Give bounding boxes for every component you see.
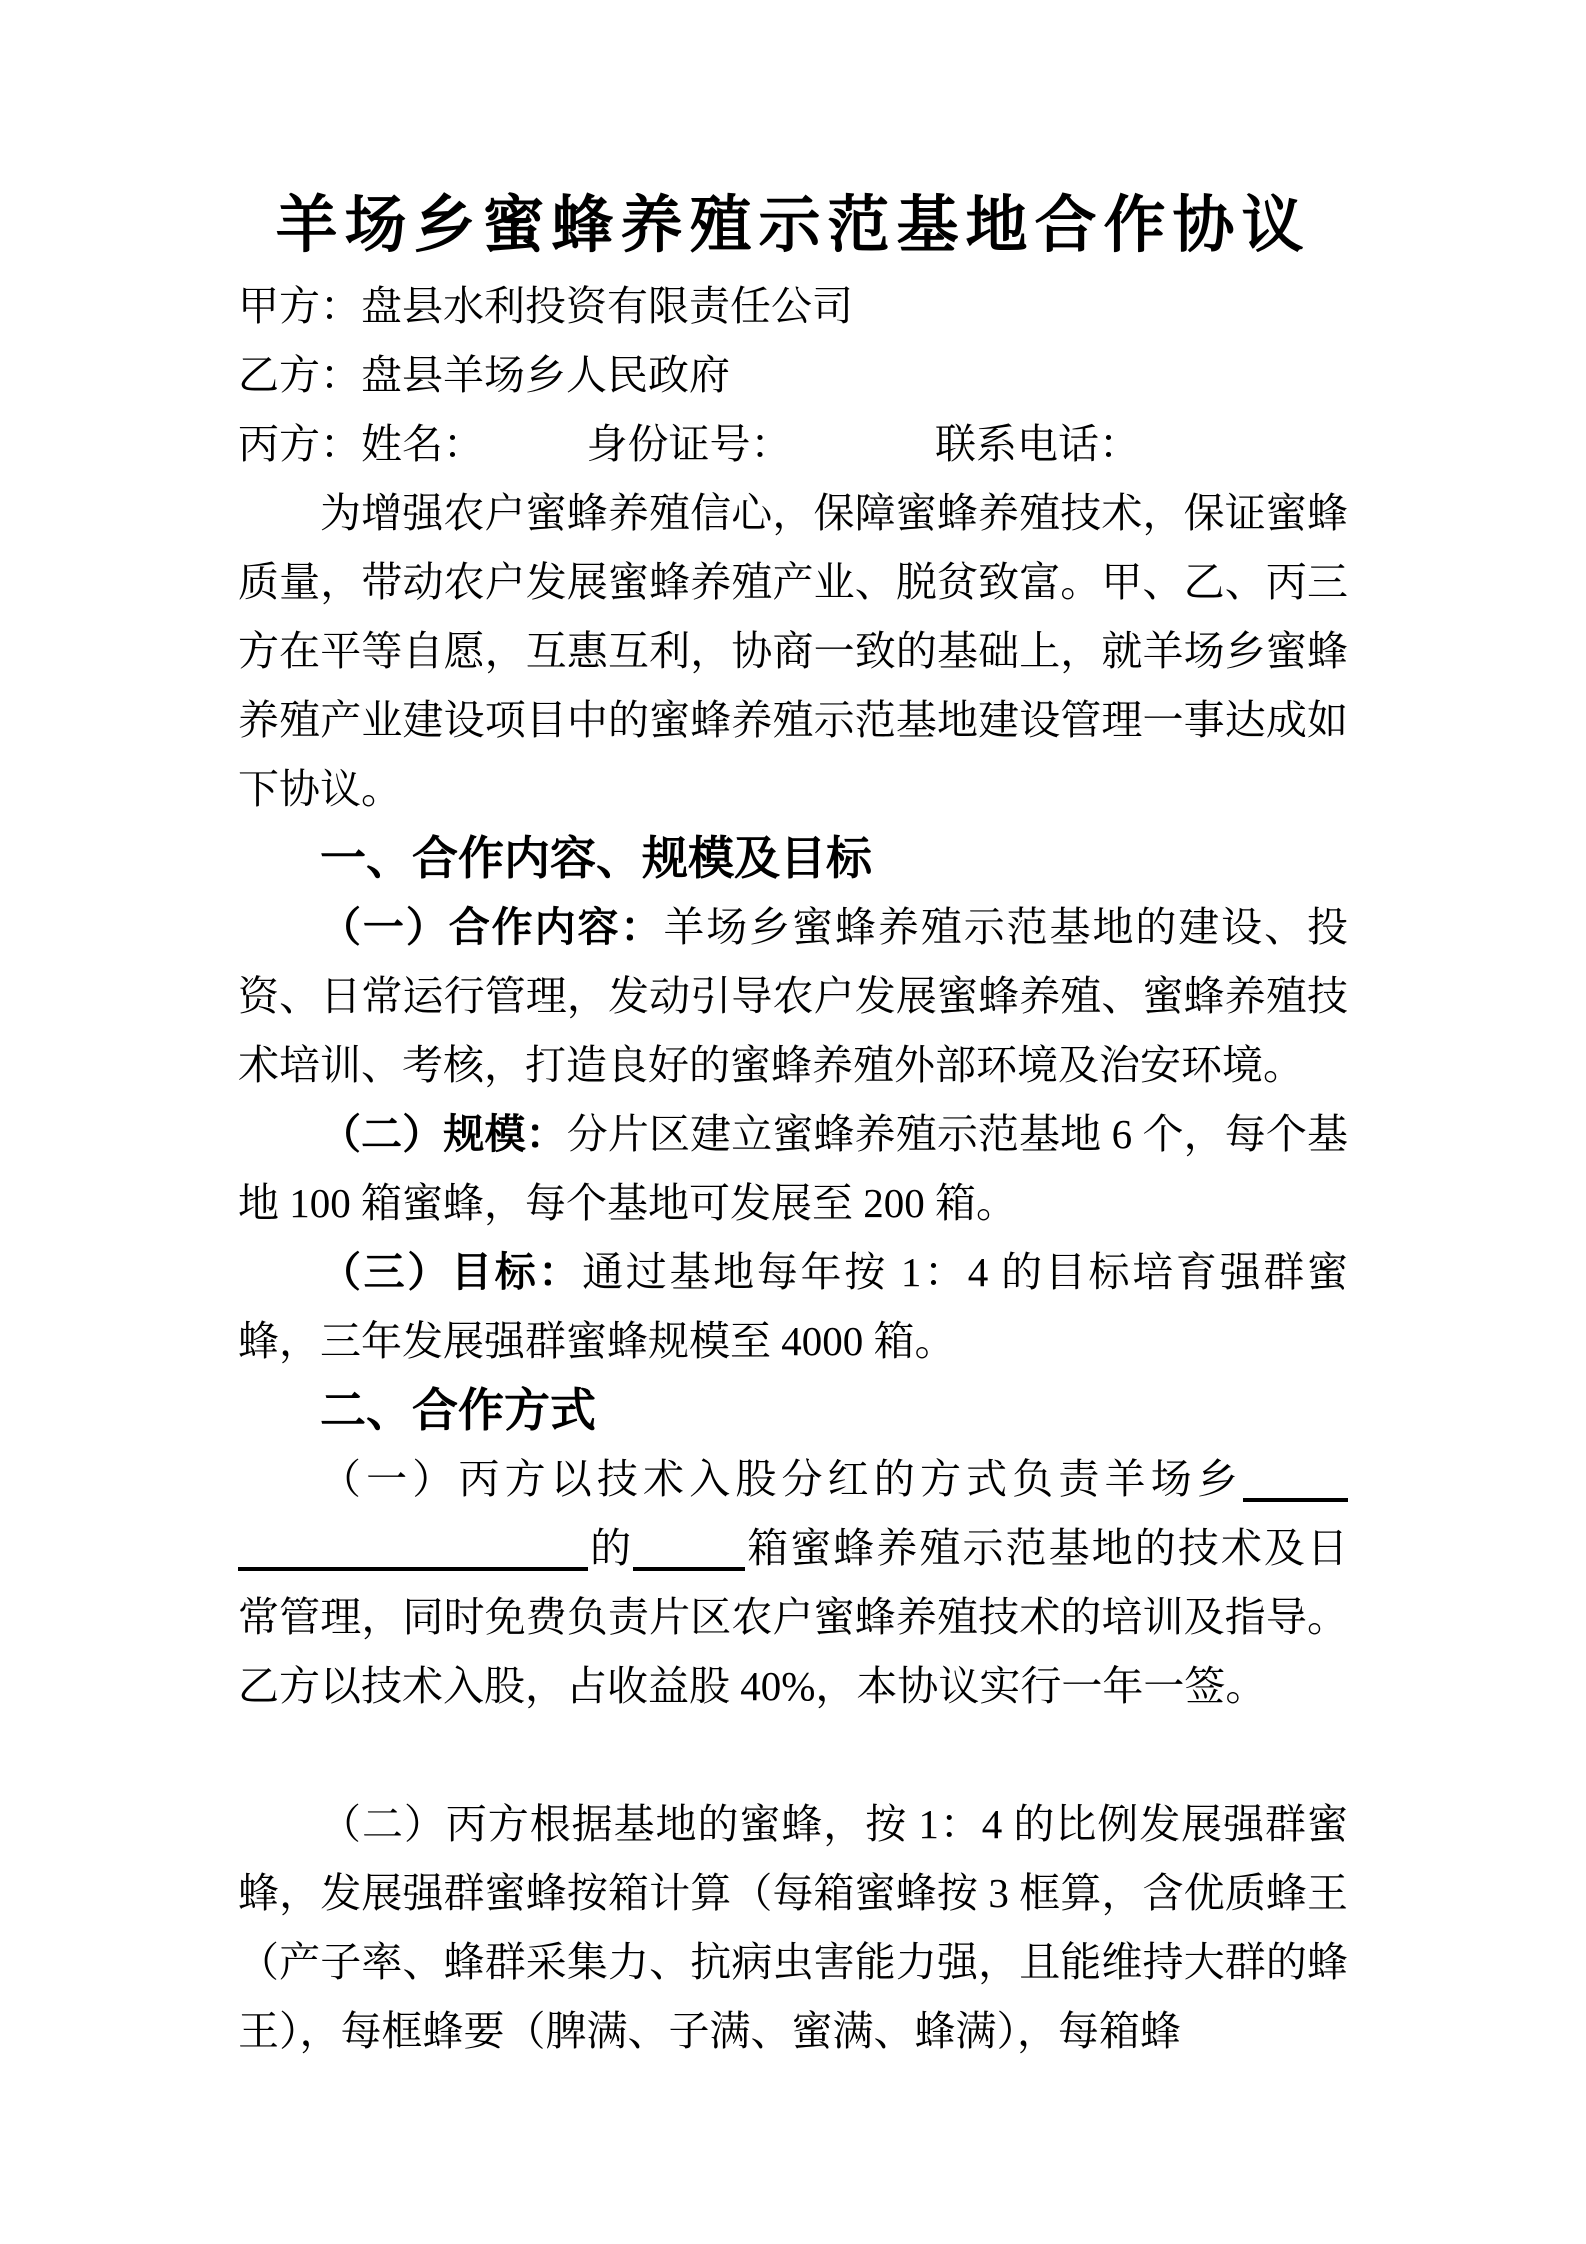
- fill-in-blank-2: [238, 1527, 588, 1571]
- fill-in-blank-1: [1243, 1458, 1348, 1502]
- section-2-item-1: [238, 1445, 1348, 1721]
- section-2-item-1-text-mid: 的: [588, 1525, 634, 1571]
- section-2-item-2: （二）丙方根据基地的蜜蜂，按 1：4 的比例发展强群蜜蜂，发展强群蜜蜂按箱计算（每箱蜜蜂按 3 框算，含优质蜂王（产子率、蜂群采集力、抗病虫害能力强，且能维持大群的蜂王），每框蜂要（脾满、子满、蜜满、蜂满），每箱蜂: [238, 1801, 1348, 2054]
- section-1-item-2-text: 分片区建立蜜蜂养殖示范基地 6 个，每个基地 100 箱蜜蜂，每个基地可发展至 200 箱。: [238, 1111, 1349, 1226]
- blank-line: [238, 1721, 1348, 1790]
- party-b-line: 乙方：盘县羊场乡人民政府: [238, 352, 730, 398]
- section-1-item-3: [238, 1238, 1348, 1376]
- preamble-paragraph: 为增强农户蜜蜂养殖信心，保障蜜蜂养殖技术，保证蜜蜂质量，带动农户发展蜜蜂养殖产业、脱贫致富。甲、乙、丙三方在平等自愿，互惠互利，协商一致的基础上，就羊场乡蜜蜂养殖产业建设项目中的蜜蜂养殖示范基地建设管理一事达成如下协议。: [238, 490, 1348, 812]
- section-1-item-1-label: （一）合作内容：: [320, 904, 664, 950]
- fill-in-blank-3: [633, 1527, 745, 1571]
- document-title: 羊场乡蜜蜂养殖示范基地合作协议: [275, 191, 1311, 260]
- section-2-item-1-text-before: （一）丙方以技术入股分红的方式负责羊场乡: [320, 1456, 1243, 1502]
- party-c-line: 丙方：姓名： 身份证号： 联系电话：: [238, 421, 1140, 467]
- section-1-heading: 一、合作内容、规模及目标: [320, 832, 872, 884]
- section-2-heading: 二、合作方式: [320, 1384, 596, 1436]
- party-a-line: 甲方：盘县水利投资有限责任公司: [238, 283, 853, 329]
- section-1-item-3-label: （三）目标：: [320, 1249, 583, 1295]
- section-1-item-2: [238, 1100, 1348, 1238]
- section-1-item-2-label: （二）规模：: [320, 1111, 567, 1157]
- section-1-item-1-text: 羊场乡蜜蜂养殖示范基地的建设、投资、日常运行管理，发动引导农户发展蜜蜂养殖、蜜蜂养殖技术培训、考核，打造良好的蜜蜂养殖外部环境及治安环境。: [238, 904, 1349, 1088]
- section-1-item-3-text: 通过基地每年按 1：4 的目标培育强群蜜蜂，三年发展强群蜜蜂规模至 4000 箱。: [238, 1249, 1348, 1364]
- section-2-item-1-text-after: 箱蜜蜂养殖示范基地的技术及日常管理，同时免费负责片区农户蜜蜂养殖技术的培训及指导。乙方以技术入股，占收益股 40%，本协议实行一年一签。: [238, 1525, 1348, 1709]
- section-1-item-1: [238, 893, 1348, 1100]
